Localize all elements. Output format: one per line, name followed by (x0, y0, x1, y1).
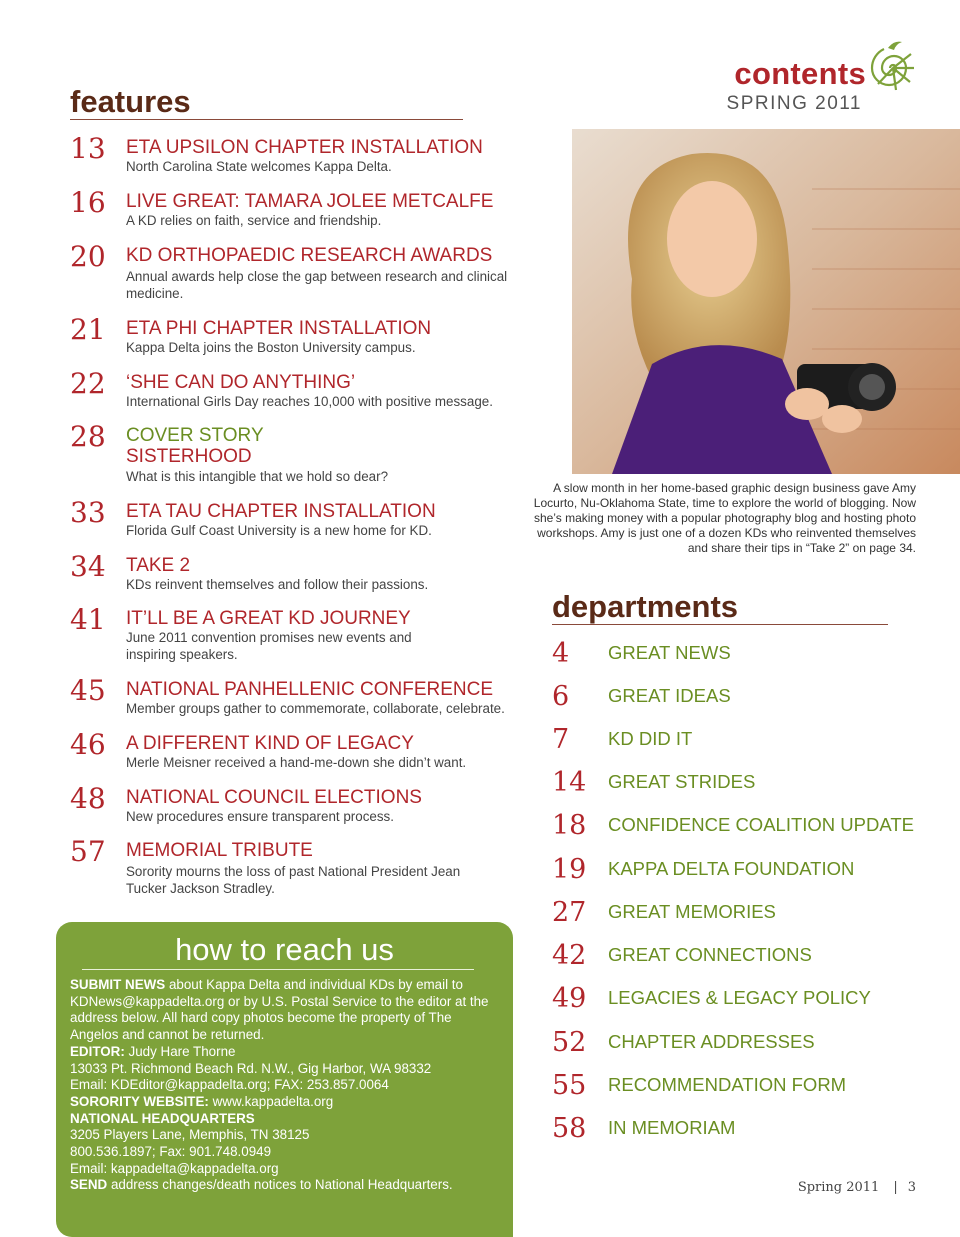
feature-title[interactable]: LIVE GREAT: TAMARA JOLEE METCALFE (126, 191, 494, 212)
feature-description: Member groups gather to commemorate, collaborate, celebrate. (126, 701, 505, 716)
hq-label: NATIONAL HEADQUARTERS (70, 1110, 255, 1126)
cover-photo (572, 129, 960, 474)
features-divider (70, 119, 463, 120)
editor-contact[interactable]: Email: KDEditor@kappadelta.org; FAX: 253.857.0064 (70, 1077, 389, 1093)
website-link[interactable]: www.kappadelta.org (208, 1093, 334, 1109)
cover-story-label[interactable]: COVER STORY (126, 425, 264, 446)
send-text: address changes/death notices to National Headquarters. (107, 1177, 453, 1193)
feature-page-number: 34 (70, 550, 106, 583)
departments-heading: departments (552, 589, 739, 624)
feature-description: Florida Gulf Coast University is a new home for KD. (126, 523, 432, 538)
department-page-number: 58 (552, 1113, 587, 1144)
feature-title[interactable]: KD ORTHOPAEDIC RESEARCH AWARDS (126, 245, 493, 266)
feature-page-number: 46 (70, 728, 106, 761)
department-title[interactable]: GREAT STRIDES (608, 771, 756, 792)
website-line (70, 1094, 502, 1111)
feature-title[interactable]: A DIFFERENT KIND OF LEGACY (126, 733, 414, 754)
department-title[interactable]: GREAT CONNECTIONS (608, 944, 812, 965)
feature-title[interactable]: ‘SHE CAN DO ANYTHING’ (126, 372, 356, 393)
feature-title[interactable]: TAKE 2 (126, 555, 191, 576)
editor-line (70, 1044, 502, 1061)
department-item[interactable] (552, 726, 952, 756)
department-title[interactable]: LEGACIES & LEGACY POLICY (608, 987, 871, 1008)
contact-body (70, 977, 502, 1194)
hq-email[interactable]: Email: kappadelta@kappadelta.org (70, 1160, 279, 1176)
feature-page-number: 33 (70, 496, 106, 529)
department-page-number: 52 (552, 1027, 587, 1058)
contents-title: contents (734, 56, 866, 91)
feature-page-number: 45 (70, 674, 106, 707)
footer-separator: | (893, 1180, 898, 1195)
department-page-number: 55 (552, 1070, 587, 1101)
editor-name: Judy Hare Thorne (124, 1043, 236, 1059)
department-title[interactable]: RECOMMENDATION FORM (608, 1074, 847, 1095)
feature-title[interactable]: NATIONAL PANHELLENIC CONFERENCE (126, 679, 494, 700)
feature-description: Kappa Delta joins the Boston University campus. (126, 340, 416, 355)
send-label: SEND (70, 1177, 108, 1193)
department-item[interactable] (552, 1115, 952, 1145)
feature-title[interactable]: MEMORIAL TRIBUTE (126, 840, 313, 861)
department-item[interactable] (552, 856, 952, 886)
feature-description: North Carolina State welcomes Kappa Delta. (126, 159, 392, 174)
department-page-number: 49 (552, 983, 587, 1014)
feature-title[interactable]: SISTERHOOD (126, 446, 252, 467)
department-item[interactable] (552, 899, 952, 929)
feature-page-number: 16 (70, 186, 106, 219)
feature-description: June 2011 convention promises new events and inspiring speakers. (126, 630, 412, 662)
department-title[interactable]: IN MEMORIAM (608, 1117, 736, 1138)
page-footer (798, 1181, 916, 1194)
contact-box (56, 922, 513, 1237)
feature-title[interactable]: NATIONAL COUNCIL ELECTIONS (126, 787, 422, 808)
feature-description: KDs reinvent themselves and follow their passions. (126, 577, 429, 592)
department-item[interactable] (552, 942, 952, 972)
feature-title[interactable]: ETA TAU CHAPTER INSTALLATION (126, 501, 436, 522)
send-line (70, 1177, 502, 1194)
website-label: SORORITY WEBSITE: (70, 1093, 209, 1109)
feature-page-number: 41 (70, 603, 106, 636)
feature-page-number: 57 (70, 835, 106, 868)
feature-description: Merle Meisner received a hand-me-down she didn’t want. (126, 755, 467, 770)
feature-page-number: 22 (70, 367, 106, 400)
department-page-number: 27 (552, 897, 587, 928)
contact-divider (82, 969, 474, 970)
feature-page-number: 13 (70, 132, 106, 165)
department-title[interactable]: GREAT MEMORIES (608, 901, 776, 922)
department-item[interactable] (552, 640, 952, 670)
department-page-number: 18 (552, 810, 587, 841)
department-title[interactable]: GREAT NEWS (608, 642, 731, 663)
editor-address: 13033 Pt. Richmond Beach Rd. N.W., Gig Harbor, WA 98332 (70, 1060, 432, 1076)
feature-description: Sorority mourns the loss of past National President Jean Tucker Jackson Stradley. (126, 864, 461, 896)
feature-description: What is this intangible that we hold so dear? (126, 469, 389, 484)
feature-page-number: 48 (70, 782, 106, 815)
department-title[interactable]: CONFIDENCE COALITION UPDATE (608, 814, 914, 835)
department-title[interactable]: KD DID IT (608, 728, 693, 749)
features-heading: features (70, 84, 191, 119)
issue-label: SPRING 2011 (726, 93, 862, 114)
departments-divider (552, 624, 888, 625)
submit-news-text: about Kappa Delta and individual KDs by email to KDNews@kappadelta.org or by U.S. Postal Service to the editor at the address below. All hard copy photos become the property of The Angelos and cannot be returned. (70, 977, 489, 1043)
department-item[interactable] (552, 683, 952, 713)
feature-page-number: 20 (70, 240, 106, 273)
department-page-number: 7 (552, 724, 570, 755)
department-page-number: 19 (552, 854, 587, 885)
feature-page-number: 28 (70, 420, 106, 453)
department-title[interactable]: KAPPA DELTA FOUNDATION (608, 858, 855, 879)
submit-news-label: SUBMIT NEWS (70, 977, 166, 992)
department-item[interactable] (552, 1029, 952, 1059)
feature-description: A KD relies on faith, service and friendship. (126, 213, 382, 228)
feature-title[interactable]: IT’LL BE A GREAT KD JOURNEY (126, 608, 411, 629)
contact-heading: how to reach us (175, 932, 394, 967)
feature-title[interactable]: ETA PHI CHAPTER INSTALLATION (126, 318, 432, 339)
feature-title[interactable]: ETA UPSILON CHAPTER INSTALLATION (126, 137, 483, 158)
department-item[interactable] (552, 1072, 952, 1102)
department-title[interactable]: GREAT IDEAS (608, 685, 731, 706)
feature-page-number: 21 (70, 313, 106, 346)
department-item[interactable] (552, 985, 952, 1015)
department-item[interactable] (552, 769, 952, 799)
submit-news-paragraph (70, 977, 502, 1044)
department-item[interactable] (552, 812, 952, 842)
editor-label: EDITOR: (70, 1043, 125, 1059)
photo-caption: A slow month in her home-based graphic design business gave Amy Locurto, Nu-Oklahoma State, time to explore the world of blogging. Now she’s making money with a popular photography blog and hosting photo workshops. Amy is just one of a dozen KDs who reinvented themselves and share their tips in “Take 2” on page 34. (533, 481, 916, 555)
department-page-number: 6 (552, 681, 570, 712)
department-title[interactable]: CHAPTER ADDRESSES (608, 1031, 815, 1052)
nautilus-shell-icon (866, 38, 920, 96)
department-page-number: 42 (552, 940, 587, 971)
feature-description: New procedures ensure transparent process. (126, 809, 394, 824)
feature-description: International Girls Day reaches 10,000 with positive message. (126, 394, 493, 409)
hq-phone: 800.536.1897; Fax: 901.748.0949 (70, 1144, 272, 1160)
feature-description: Annual awards help close the gap between research and clinical medicine. (126, 269, 508, 301)
hq-address: 3205 Players Lane, Memphis, TN 38125 (70, 1127, 310, 1143)
department-page-number: 4 (552, 638, 570, 669)
footer-issue: Spring 2011 (797, 1180, 880, 1195)
page-number: 3 (907, 1180, 916, 1195)
department-page-number: 14 (552, 767, 587, 798)
